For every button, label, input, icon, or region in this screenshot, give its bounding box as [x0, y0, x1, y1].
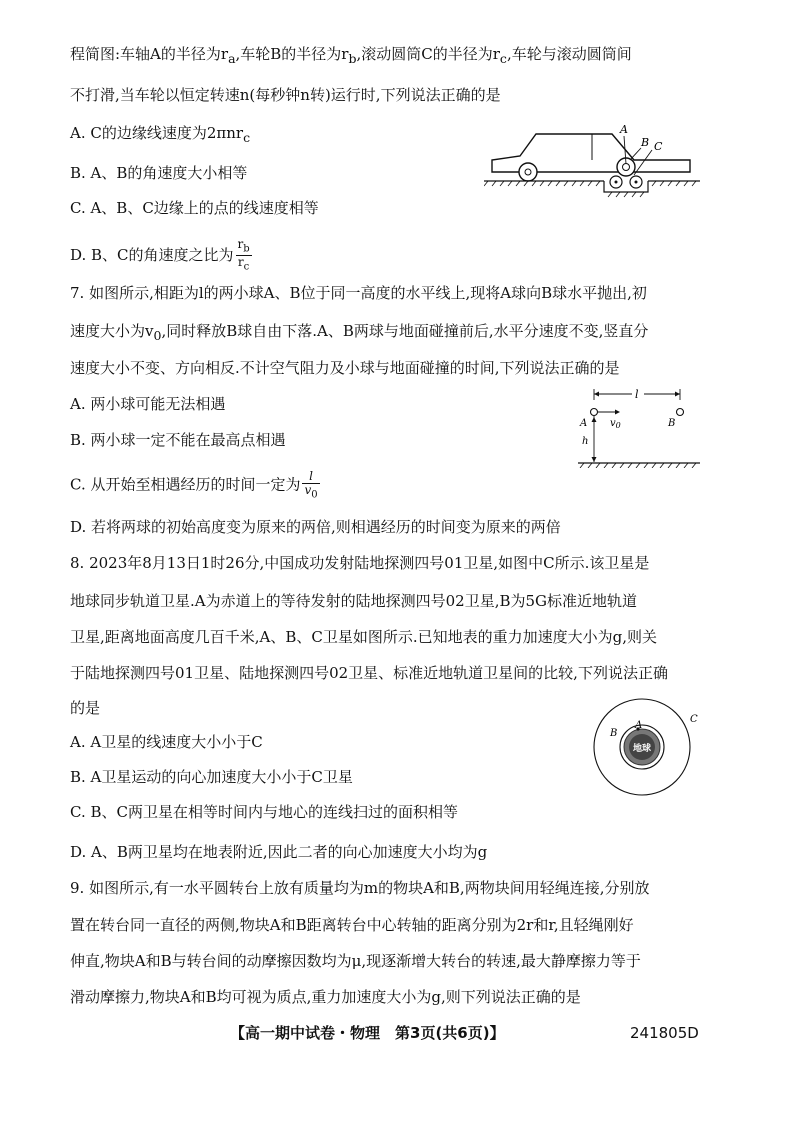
q6-option-a: A. C的边缘线速度为2πnr$_c$ [70, 124, 251, 145]
q9-stem-line1: 9. 如图所示,有一水平圆转台上放有质量均为m的物块A和B,两物块间用轻绳连接,分别放 [70, 879, 650, 897]
front-wheel [519, 163, 537, 181]
q7-figure [576, 386, 700, 468]
q6-car-figure [484, 120, 700, 198]
q8-option-d: D. A、B两卫星均在地表附近,因此二者的向心加速度大小均为g [70, 843, 488, 861]
label-c: C [690, 714, 698, 725]
page-footer-code: 241805D [630, 1024, 699, 1042]
label-b: B [641, 136, 650, 149]
q6-option-c: C. A、B、C边缘上的点的线速度相等 [70, 199, 319, 217]
q7-stem-line2: 速度大小为$v_0$,同时释放B球自由下落.A、B两球与地面碰撞前后,水平分速度不变,竖直分 [70, 322, 649, 343]
q6-option-d: D. B、C的角速度之比为 $\frac{r_b}{r_c}$ [70, 237, 250, 273]
ball-b [677, 409, 684, 416]
q7-option-b: B. 两小球一定不能在最高点相遇 [70, 431, 286, 449]
q6-option-b: B. A、B的角速度大小相等 [70, 164, 248, 182]
q8-stem-line3: 卫星,距离地面高度几百千米,A、B、C卫星如图所示.已知地表的重力加速度大小为g,则关 [70, 628, 658, 646]
q9-stem-line3: 伸直,物块A和B与转台间的动摩擦因数均为μ,现逐渐增大转台的转速,最大静摩擦力等于 [70, 952, 641, 970]
q7-option-c: C. 从开始至相遇经历的时间一定为 $\frac{l}{v_0}$ [70, 469, 318, 501]
ground-hatch [484, 181, 696, 197]
q7-option-a: A. 两小球可能无法相遇 [70, 395, 226, 413]
q6-stem-line2: 不打滑,当车轮以恒定转速n(每秒钟n转)运行时,下列说法正确的是 [70, 86, 501, 104]
label-h: h [582, 436, 589, 447]
earth-label: 地球 [632, 744, 652, 754]
label-a: A [620, 123, 628, 136]
label-c: C [654, 140, 663, 153]
label-b: B [668, 418, 676, 429]
q7-stem-line3: 速度大小不变、方向相反.不计空气阻力及小球与地面碰撞的时间,下列说法正确的是 [70, 359, 620, 377]
q8-stem-line1: 8. 2023年8月13日1时26分,中国成功发射陆地探测四号01卫星,如图中C所示.该卫星是 [70, 554, 650, 572]
q8-option-a: A. A卫星的线速度大小小于C [70, 733, 263, 751]
q8-option-b: B. A卫星运动的向心加速度大小小于C卫星 [70, 768, 353, 786]
label-l: l [635, 388, 639, 401]
q6-stem-line1: 程简图:车轴A的半径为$r_a$,车轮B的半径为$r_b$,滚动圆筒C的半径为$r_c$,车轮与滚动圆筒间 [70, 45, 632, 66]
q7-option-d: D. 若将两球的初始高度变为原来的两倍,则相遇经历的时间变为原来的两倍 [70, 518, 561, 536]
ball-a [591, 409, 598, 416]
q9-stem-line4: 滑动摩擦力,物块A和B均可视为质点,重力加速度大小为g,则下列说法正确的是 [70, 988, 581, 1006]
label-b: B [610, 728, 618, 739]
label-a: A [580, 418, 588, 429]
page-footer-title: 【高一期中试卷・物理 第3页(共6页)】 [230, 1024, 505, 1042]
q7-stem-line1: 7. 如图所示,相距为l的两小球A、B位于同一高度的水平线上,现将A球向B球水平抛出,初 [70, 284, 647, 302]
q8-stem-line2: 地球同步轨道卫星.A为赤道上的等待发射的陆地探测四号02卫星,B为5G标准近地轨道 [70, 592, 638, 610]
ground-hatch [580, 463, 696, 468]
q8-stem-line4: 于陆地探测四号01卫星、陆地探测四号02卫星、标准近地轨道卫星间的比较,下列说法正确 [70, 664, 668, 682]
label-a: A [635, 720, 643, 731]
q9-stem-line2: 置在转台同一直径的两侧,物块A和B距离转台中心转轴的距离分别为2r和r,且轻绳刚好 [70, 916, 634, 934]
label-v0: $v_0$ [610, 418, 621, 430]
q8-option-c: C. B、C两卫星在相等时间内与地心的连线扫过的面积相等 [70, 803, 458, 821]
q8-orbit-figure [590, 690, 700, 800]
q8-stem-line5: 的是 [70, 699, 101, 717]
